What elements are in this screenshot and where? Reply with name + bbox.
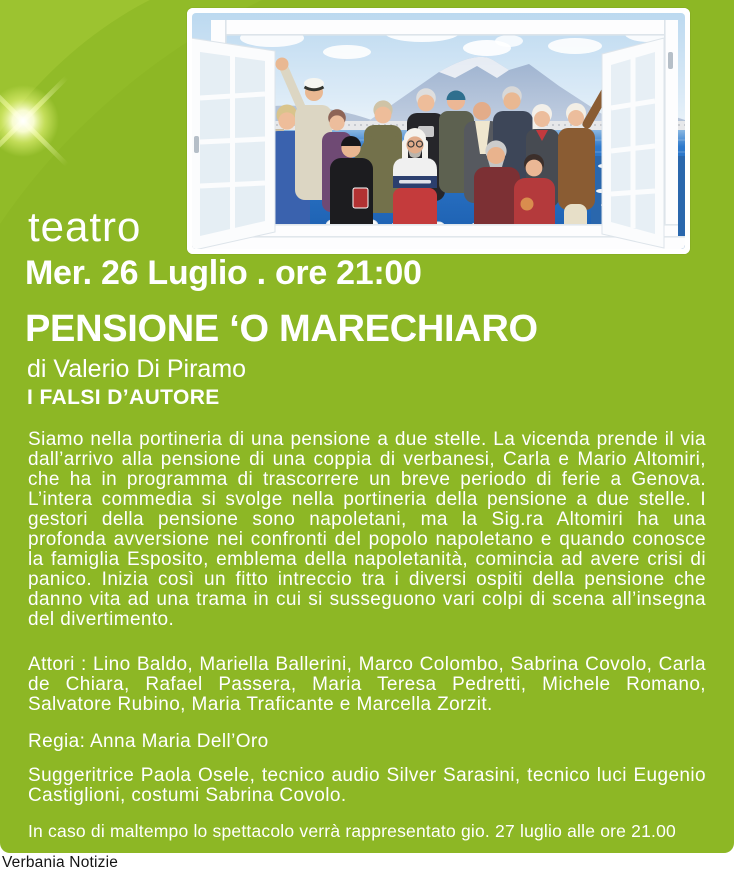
window-handle bbox=[194, 136, 199, 153]
show-title: PENSIONE ‘O MARECHIARO bbox=[25, 308, 538, 350]
event-date-time: Mer. 26 Luglio . ore 21:00 bbox=[25, 254, 422, 292]
window-handle bbox=[668, 52, 673, 69]
synopsis-text: Siamo nella portineria di una pensione a due stelle. La vicenda prende il via dall’arrivo alla pensione di una coppia di verbanesi, Carla e Mario Altomiri, che ha in programma di trascorrere un breve periodo di ferie a Genova. L’intera commedia si svolge nella portineria della pensione a due stelle. I gestori della pensione sono napoletani, ma la Sig.ra Altomiri ha una profonda avversione nei confronti del popolo napoletano e quando conosce la famiglia Esposito, emblema della napoletanità, comincia ad avere crisi di panico. Inizia così un fitto intreccio tra i diversi ospiti della pensione che danno vita ad una trama in cui si susseguono vari colpi di scena all’insegna del divertimento. bbox=[28, 429, 706, 630]
group-photo bbox=[187, 8, 690, 254]
vesuvius-plume bbox=[495, 35, 523, 47]
sun-flare-decoration bbox=[0, 75, 69, 166]
group-photo-illustration bbox=[187, 8, 690, 254]
corner-swoosh-decoration bbox=[0, 0, 150, 132]
crew-line: Suggeritrice Paola Osele, tecnico audio Silver Sarasini, tecnico luci Eugenio Castiglioni, costumi Sabrina Covolo. bbox=[28, 765, 706, 806]
caption-bar bbox=[0, 853, 734, 875]
bad-weather-note: In caso di maltempo lo spettacolo verrà rappresentato gio. 27 luglio alle ore 21.00 bbox=[28, 821, 676, 841]
direction-line: Regia: Anna Maria Dell’Oro bbox=[28, 731, 269, 752]
source-credit: Verbania Notizie bbox=[2, 854, 119, 871]
author-line: di Valerio Di Piramo bbox=[27, 355, 247, 383]
category-label: teatro bbox=[28, 203, 142, 250]
left-window-sash bbox=[190, 38, 275, 251]
company-line: I FALSI D’AUTORE bbox=[27, 386, 220, 409]
right-window-sash bbox=[602, 38, 673, 248]
cast-list: Attori : Lino Baldo, Mariella Ballerini, Marco Colombo, Sabrina Covolo, Carla de Chiara, Rafael Passera, Maria Teresa Pedretti, Michele Romano, Salvatore Rubino, Maria Traficante e Marcella Zorzit. bbox=[28, 654, 706, 715]
window-sill bbox=[192, 236, 685, 249]
